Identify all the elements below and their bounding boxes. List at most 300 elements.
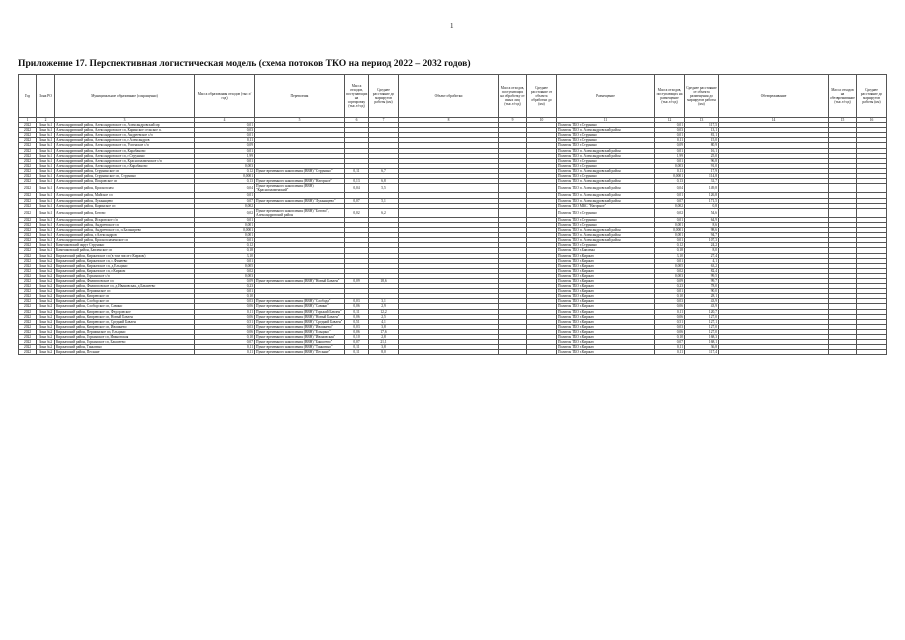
table-cell: 94,7 — [685, 233, 719, 238]
table-cell: 127,0 — [685, 329, 719, 334]
table-cell: Пункт временного накопления (ВВН) "Бакшеево" — [255, 340, 345, 345]
table-cell: Зона №2 — [37, 304, 55, 309]
table-cell: Полигон ТБО г.Киржач — [557, 350, 655, 355]
table-cell: Зона №1 — [37, 174, 55, 179]
table-cell: Полигон ТБО п. Александровский район — [557, 193, 655, 198]
table-cell: Пункт временного накопления (ВВН) "Ивановская" — [255, 335, 345, 340]
table-cell: Зона №2 — [37, 314, 55, 319]
table-cell: Киржачский район, Слободское сп, Савино — [55, 304, 195, 309]
table-cell: 2022 — [19, 253, 37, 258]
table-cell: Киржачский район, Горкинское с/п — [55, 273, 195, 278]
table-cell: 0,51 — [655, 319, 685, 324]
table-cell: 0,23 — [195, 284, 255, 289]
table-cell: Киржачский район, Киржачское сп (в том числе г.Киржач) — [55, 253, 195, 258]
table-cell: 0,07 — [195, 198, 255, 203]
table-cell: 0,11 — [345, 350, 369, 355]
table-cell: Полигон ТБО г.Киржач — [557, 314, 655, 319]
table-cell: Зона №1 — [37, 233, 55, 238]
table-cell: 117,5 — [685, 123, 719, 128]
table-cell: 0,06 — [345, 314, 369, 319]
table-cell: 0,02 — [195, 268, 255, 273]
table-cell: Полигон ТБО г.Киржач — [557, 299, 655, 304]
table-cell: 98,6 — [685, 228, 719, 233]
table-cell: 0,06 — [345, 329, 369, 334]
table-cell: 0,11 — [655, 138, 685, 143]
column-number: 9 — [499, 118, 527, 123]
table-cell: Александровский район, Александровское сп, Каринское сельское п. — [55, 128, 195, 133]
table-cell: Пункт временного накопления (ВВН) "Нагорное" — [255, 179, 345, 184]
table-cell: 0,01 — [195, 133, 255, 138]
table-cell: 0,003 — [655, 273, 685, 278]
column-header: Обезвреживание — [719, 75, 829, 118]
table-cell: 4,1 — [369, 319, 399, 324]
table-cell — [499, 208, 527, 217]
column-header: Среднее расстояние до маршрутов работы (км) — [369, 75, 399, 118]
table-cell: Александровский район, Лукьянцево — [55, 198, 195, 203]
table-cell: Киржачский район, Горкинское сп, Ивановская — [55, 335, 195, 340]
table-cell: 107,3 — [685, 238, 719, 243]
table-cell: 0,02 — [655, 268, 685, 273]
column-number: 7 — [369, 118, 399, 123]
table-cell: Полигон ТБО г.Струнино — [557, 158, 655, 163]
table-cell: 0,01 — [655, 258, 685, 263]
table-cell: 3,8 — [369, 345, 399, 350]
table-cell: Полигон ТБО п. Александровский район — [557, 198, 655, 203]
table-row — [19, 184, 887, 193]
table-cell: Полигон ТБО г.Струнино — [557, 133, 655, 138]
table-cell: Полигон ТБО г.Киржач — [557, 340, 655, 345]
table-cell: 0,005 — [655, 263, 685, 268]
table-cell: Полигон ТБО п. Александровский район — [557, 184, 655, 193]
table-cell: 16,1 — [685, 148, 719, 153]
table-cell: 2022 — [19, 222, 37, 227]
column-number: 10 — [527, 118, 557, 123]
table-cell: 0,01 — [195, 123, 255, 128]
table-cell: 6,7 — [369, 168, 399, 173]
table-cell: 0,005 — [195, 263, 255, 268]
table-cell: Зона №2 — [37, 263, 55, 268]
table-cell: 0,01 — [655, 193, 685, 198]
table-cell: 0,01 — [655, 123, 685, 128]
table-cell: Зона №1 — [37, 153, 55, 158]
page-number: 1 — [450, 22, 454, 30]
table-cell: Зона №1 — [37, 198, 55, 203]
table-cell: 149,8 — [685, 184, 719, 193]
column-header: Зона РО — [37, 75, 55, 118]
column-number: 2 — [37, 118, 55, 123]
table-cell: Зона №1 — [37, 128, 55, 133]
table-cell: 90,0 — [685, 289, 719, 294]
table-cell: 2022 — [19, 258, 37, 263]
table-cell: 0,01 — [195, 289, 255, 294]
column-header: Масса отходов, поступающих на обработку от иных лиц (тыс.т/год) — [499, 75, 527, 118]
table-cell: 0,12 — [195, 243, 255, 248]
table-cell — [399, 208, 499, 217]
table-cell: Зона №1 — [37, 208, 55, 217]
table-cell: 99,5 — [685, 273, 719, 278]
table-cell: 2022 — [19, 289, 37, 294]
column-header: Перевозчик — [255, 75, 345, 118]
table-cell: 2022 — [19, 243, 37, 248]
table-cell: 127,0 — [685, 324, 719, 329]
table-cell: Полигон ТБО г.Струнино — [557, 138, 655, 143]
table-cell: 2022 — [19, 304, 37, 309]
table-cell: 21,1 — [369, 340, 399, 345]
column-number: 11 — [557, 118, 655, 123]
table-cell: Александровский район, г.Александров — [55, 233, 195, 238]
table-cell: 2022 — [19, 284, 37, 289]
column-number: 3 — [55, 118, 195, 123]
table-cell: 2022 — [19, 217, 37, 222]
table-cell: 0,03 — [345, 299, 369, 304]
table-cell: 0,04 — [195, 184, 255, 193]
table-cell: Зона №1 — [37, 138, 55, 143]
table-cell: 0,23 — [655, 284, 685, 289]
table-cell: Полигон ТБО г.Киржач — [557, 263, 655, 268]
table-cell: 28,1 — [685, 294, 719, 299]
table-cell: 127,0 — [685, 314, 719, 319]
column-header: Размещение — [557, 75, 655, 118]
table-cell: 2022 — [19, 138, 37, 143]
table-cell: Зона №1 — [37, 193, 55, 198]
table-cell: Александровский район, Александровское сп, Александровский мр — [55, 123, 195, 128]
table-cell — [399, 184, 499, 193]
column-number: 14 — [719, 118, 829, 123]
table-cell: 2022 — [19, 335, 37, 340]
table-cell: Полигон ТБО г.Киржач — [557, 268, 655, 273]
table-cell: 2022 — [19, 128, 37, 133]
table-cell: 54,6 — [685, 208, 719, 217]
table-cell: Зона №2 — [37, 329, 55, 334]
table-cell: 2022 — [19, 273, 37, 278]
table-cell — [829, 208, 857, 217]
table-cell: 0,03 — [195, 299, 255, 304]
table-cell: 0,09 — [655, 279, 685, 284]
table-cell: 0,13 — [195, 179, 255, 184]
table-cell: Полигон ТБО г.Струнино — [557, 208, 655, 217]
table-cell: 2022 — [19, 174, 37, 179]
table-cell: 0,01 — [655, 148, 685, 153]
table-cell: 0,11 — [195, 345, 255, 350]
table-cell: Зона №1 — [37, 179, 55, 184]
table-cell: 63,2 — [685, 263, 719, 268]
table-cell: Камешковский округ Струнино — [55, 243, 195, 248]
table-cell: Пункт временного накопления (ВВН) "Таныгино" — [255, 345, 345, 350]
table-cell: 120,7 — [685, 309, 719, 314]
table-cell: 114,8 — [685, 174, 719, 179]
table-cell: 0,06 — [195, 304, 255, 309]
table-cell: 0,03 — [655, 128, 685, 133]
table-cell: 2,8 — [369, 335, 399, 340]
table-cell: 0,10 — [655, 335, 685, 340]
column-number: 12 — [655, 118, 685, 123]
table-cell: 0,09 — [195, 143, 255, 148]
table-cell: 2022 — [19, 158, 37, 163]
table-cell — [719, 350, 829, 355]
table-cell: 13,1 — [685, 128, 719, 133]
table-cell: 31,7 — [685, 179, 719, 184]
table-cell: Полигон ТБО п. Александровский район — [557, 228, 655, 233]
table-cell: Киржачский район, Першинское сп, Ельцино — [55, 329, 195, 334]
table-cell: 0,18 — [195, 248, 255, 253]
table-cell — [527, 184, 557, 193]
table-cell: Зона №2 — [37, 309, 55, 314]
column-number: 6 — [345, 118, 369, 123]
table-cell: 8,0 — [369, 350, 399, 355]
table-cell: 3,10 — [195, 253, 255, 258]
table-cell — [399, 350, 499, 355]
table-cell: 2022 — [19, 133, 37, 138]
table-cell: Полигон ТБО МКС "Нагорное" — [557, 203, 655, 208]
table-cell: Пункт временного накопления (ВВН) "Краснопламенский" — [255, 184, 345, 193]
table-cell: 81,1 — [685, 133, 719, 138]
table-cell: Полигон ТБО п. Александровский район — [557, 179, 655, 184]
table-cell: 0,07 — [345, 340, 369, 345]
table-cell: 0,001 — [195, 233, 255, 238]
table-cell: 2022 — [19, 279, 37, 284]
table-cell: Александровский район, Струнинское сп, Струнино — [55, 174, 195, 179]
table-cell: 43,9 — [685, 304, 719, 309]
table-cell: 0,01 — [195, 217, 255, 222]
table-cell: Полигон ТБО г.Киржач — [557, 324, 655, 329]
table-cell: 0,12 — [655, 243, 685, 248]
table-cell: Зона №2 — [37, 324, 55, 329]
table-cell: 0,0001 — [655, 228, 685, 233]
table-cell: 2022 — [19, 123, 37, 128]
table-cell: Александровский район, Красноплам — [55, 184, 195, 193]
table-cell: Зона №2 — [37, 273, 55, 278]
table-cell: 0,03 — [655, 324, 685, 329]
table-cell: 1,99 — [655, 153, 685, 158]
table-cell: 3,1 — [369, 299, 399, 304]
table-cell: Полигон ТБО г.Струнино — [557, 217, 655, 222]
table-cell: Пункт временного накопления (ВВН) "Ивашнево" — [255, 324, 345, 329]
table-cell: Полигон ТБО п. Александровский район — [557, 238, 655, 243]
table-cell: Полигон ТБО г.Струнино — [557, 143, 655, 148]
table-cell: Киржачский район, Першинское сп — [55, 289, 195, 294]
table-cell: Полигон ТБО г.Струнино — [557, 163, 655, 168]
table-cell: Зона №1 — [37, 217, 55, 222]
column-number: 15 — [829, 118, 857, 123]
table-cell: 2022 — [19, 268, 37, 273]
column-number: 16 — [857, 118, 887, 123]
table-cell: 36,8 — [685, 345, 719, 350]
table-cell: Полигон ТБО г.Киржач — [557, 329, 655, 334]
table-cell: 127,1 — [685, 319, 719, 324]
table-cell: 0,002 — [195, 203, 255, 208]
table-cell: Александровский район, Каринское сп — [55, 203, 195, 208]
table-cell: Зона №2 — [37, 268, 55, 273]
column-number: 4 — [195, 118, 255, 123]
table-cell: Киржачский район, Киржачское сп, с.Финеево — [55, 258, 195, 263]
table-cell: 25,0 — [685, 153, 719, 158]
table-cell: 2022 — [19, 163, 37, 168]
table-cell: 0,01 — [195, 148, 255, 153]
column-number: 8 — [399, 118, 499, 123]
table-cell: 2022 — [19, 228, 37, 233]
table-cell: 0,03 — [345, 324, 369, 329]
table-cell — [499, 184, 527, 193]
table-cell: Зона №1 — [37, 158, 55, 163]
column-number: 5 — [255, 118, 345, 123]
table-cell: 6,2 — [369, 208, 399, 217]
table-cell: Александровский район, Андреевское сп — [55, 222, 195, 227]
table-cell: Зона №2 — [37, 335, 55, 340]
column-header: Масса образования отходов (тыс.т/год) — [195, 75, 255, 118]
table-cell: Полигон ТБО г.Киржач — [557, 319, 655, 324]
table-cell: 0,09 — [655, 143, 685, 148]
table-cell: 2022 — [19, 203, 37, 208]
table-cell: 2022 — [19, 350, 37, 355]
table-cell: Полигон ТБО г.Киржач — [557, 273, 655, 278]
table-cell: Пункт временного накопления (ВВН) "Средний Бавлен" — [255, 319, 345, 324]
table-cell: 96,8 — [685, 158, 719, 163]
table-cell: 91,0 — [685, 163, 719, 168]
table-cell: Киржачский район, Кипревское сп, Федоровское — [55, 309, 195, 314]
table-cell: 0,12 — [195, 168, 255, 173]
table-cell: 0,07 — [195, 340, 255, 345]
table-cell: 0,09 — [345, 279, 369, 284]
column-header: Масса отходов, поступающих на сортировку (тыс.т/год) — [345, 75, 369, 118]
table-cell: Пункт временного накопления (ВВН) "Лукьянцево" — [255, 198, 345, 203]
table-cell: Киржачский район, Киржачское сп, д.Ельцино — [55, 263, 195, 268]
table-cell: Зона №1 — [37, 133, 55, 138]
table-cell: 2022 — [19, 208, 37, 217]
table-cell: 2022 — [19, 345, 37, 350]
table-cell: 2022 — [19, 193, 37, 198]
table-cell: 2022 — [19, 184, 37, 193]
table-cell: Пункт временного накопления (ВВН) "Новый Бавлен" — [255, 279, 345, 284]
table-cell: Зона №2 — [37, 258, 55, 263]
table-cell: 27,4 — [685, 253, 719, 258]
table-cell: 0,11 — [655, 309, 685, 314]
table-cell — [829, 184, 857, 193]
table-cell — [719, 208, 829, 217]
table-cell: 78,0 — [685, 284, 719, 289]
table-cell: Зона №1 — [37, 248, 55, 253]
table-cell: 0,11 — [655, 350, 685, 355]
table-cell: Полигон ТБО г.Киржач — [557, 294, 655, 299]
table-cell: Александровский район, Александровское сп, Краснопламенское с/п — [55, 158, 195, 163]
table-cell: Киржачский район, Кипревское сп — [55, 294, 195, 299]
table-cell: 126,8 — [685, 193, 719, 198]
table-cell: Полигон ТБО г.Бавлены — [557, 248, 655, 253]
column-header: Объект обработки — [399, 75, 499, 118]
table-cell: 0,10 — [195, 294, 255, 299]
table-cell: Зона №1 — [37, 203, 55, 208]
table-cell: 5,1 — [369, 198, 399, 203]
table-cell: Полигон ТБО г.Киржач — [557, 279, 655, 284]
table-cell: 17,9 — [685, 168, 719, 173]
table-cell: Александровский район, Александровское сп, г.Струнино — [55, 153, 195, 158]
table-cell: Киржачский район, Песьяне — [55, 350, 195, 355]
table-cell: 15,0 — [685, 138, 719, 143]
table-cell: Александровский район, Александровское сп, Карабаново — [55, 148, 195, 153]
table-cell: 0,02 — [195, 208, 255, 217]
table-cell: 4,1 — [685, 258, 719, 263]
column-header: Среднее расстояние от объекта размещения до маршрутов работы (км) — [685, 75, 719, 118]
table-cell: 5,5 — [369, 184, 399, 193]
table-cell: Киржачский район, Слободское сп — [55, 299, 195, 304]
table-cell: 0,002 — [655, 203, 685, 208]
column-number: 1 — [19, 118, 37, 123]
table-cell: 0,11 — [195, 309, 255, 314]
table-cell: 8,0 — [685, 248, 719, 253]
table-cell: Зона №2 — [37, 345, 55, 350]
table-cell: Пункт временного накопления (ВВН) "Новый Бавлен" — [255, 314, 345, 319]
table-cell: 18,6 — [369, 279, 399, 284]
table-cell: Полигон ТБО г.Струнино — [557, 222, 655, 227]
table-cell: 0,01 — [655, 217, 685, 222]
header-row — [19, 75, 887, 118]
table-cell: 168,3 — [685, 335, 719, 340]
table-cell: 0,01 — [195, 158, 255, 163]
table-cell: Полигон ТБО г.Киржач — [557, 335, 655, 340]
column-number: 13 — [685, 118, 719, 123]
table-cell: Зона №1 — [37, 123, 55, 128]
table-cell: Зона №2 — [37, 340, 55, 345]
column-header: Год — [19, 75, 37, 118]
table-cell: 99,7 — [685, 279, 719, 284]
table-cell: 0,11 — [655, 168, 685, 173]
table-cell: 2022 — [19, 238, 37, 243]
table-cell: Пункт временного накопления (ВВН) "Слобода" — [255, 299, 345, 304]
table-cell: 2022 — [19, 324, 37, 329]
table-cell: 168,1 — [685, 340, 719, 345]
table-cell: Киржачский район, Филипповское сп, д.Ивановская, д.Бакшеево — [55, 284, 195, 289]
table-cell: 2022 — [19, 340, 37, 345]
table-cell: Пункт временного накопления (ВВН) "Горький Бавлен" — [255, 309, 345, 314]
table-cell: 0,10 — [655, 294, 685, 299]
table-cell: 2022 — [19, 299, 37, 304]
table-cell: 0,11 — [345, 309, 369, 314]
table-cell: 6,8 — [369, 179, 399, 184]
table-cell: Александровский район, Александровское сп, г.Александров — [55, 138, 195, 143]
table-cell: Зона №2 — [37, 350, 55, 355]
table-cell: 3,8 — [369, 324, 399, 329]
table-cell: Полигон ТБО г.Струнино — [557, 174, 655, 179]
table-cell: Пункт временного накопления (ВВН) "Песьяне" — [255, 350, 345, 355]
table-cell: 0,01 — [655, 133, 685, 138]
table-cell: Зона №1 — [37, 143, 55, 148]
table-cell: 0,04 — [655, 184, 685, 193]
table-cell: 0,003 — [195, 273, 255, 278]
table-cell: 0,001 — [655, 222, 685, 227]
table-cell: Полигон ТБО г.Киржач — [557, 289, 655, 294]
table-cell: 2022 — [19, 263, 37, 268]
table-cell: Александровский район, Александровское сп, г.Карабаново — [55, 163, 195, 168]
table-cell: 2022 — [19, 314, 37, 319]
table-cell: Полигон ТБО п. Александровский район — [557, 128, 655, 133]
table-cell: Зона №1 — [37, 163, 55, 168]
table-cell: 82,4 — [685, 268, 719, 273]
table-cell: 3,10 — [655, 253, 685, 258]
table-cell: 8,6 — [685, 222, 719, 227]
table-cell: 0,03 — [195, 128, 255, 133]
table-cell — [719, 184, 829, 193]
table-cell: 2022 — [19, 198, 37, 203]
table-cell: 80,9 — [685, 143, 719, 148]
table-cell: Александровский район, Струнинское сп — [55, 168, 195, 173]
table-cell: 0,13 — [345, 179, 369, 184]
table-cell: 0,01 — [195, 238, 255, 243]
table-cell: 0,0001 — [655, 174, 685, 179]
table-cell: Александровский район, Покровское сп — [55, 179, 195, 184]
table-cell: 2022 — [19, 294, 37, 299]
table-cell: 117,4 — [685, 350, 719, 355]
table-cell: 0,02 — [655, 208, 685, 217]
table-cell: Киржачский район, Киржачское сп, г.Киржач — [55, 268, 195, 273]
